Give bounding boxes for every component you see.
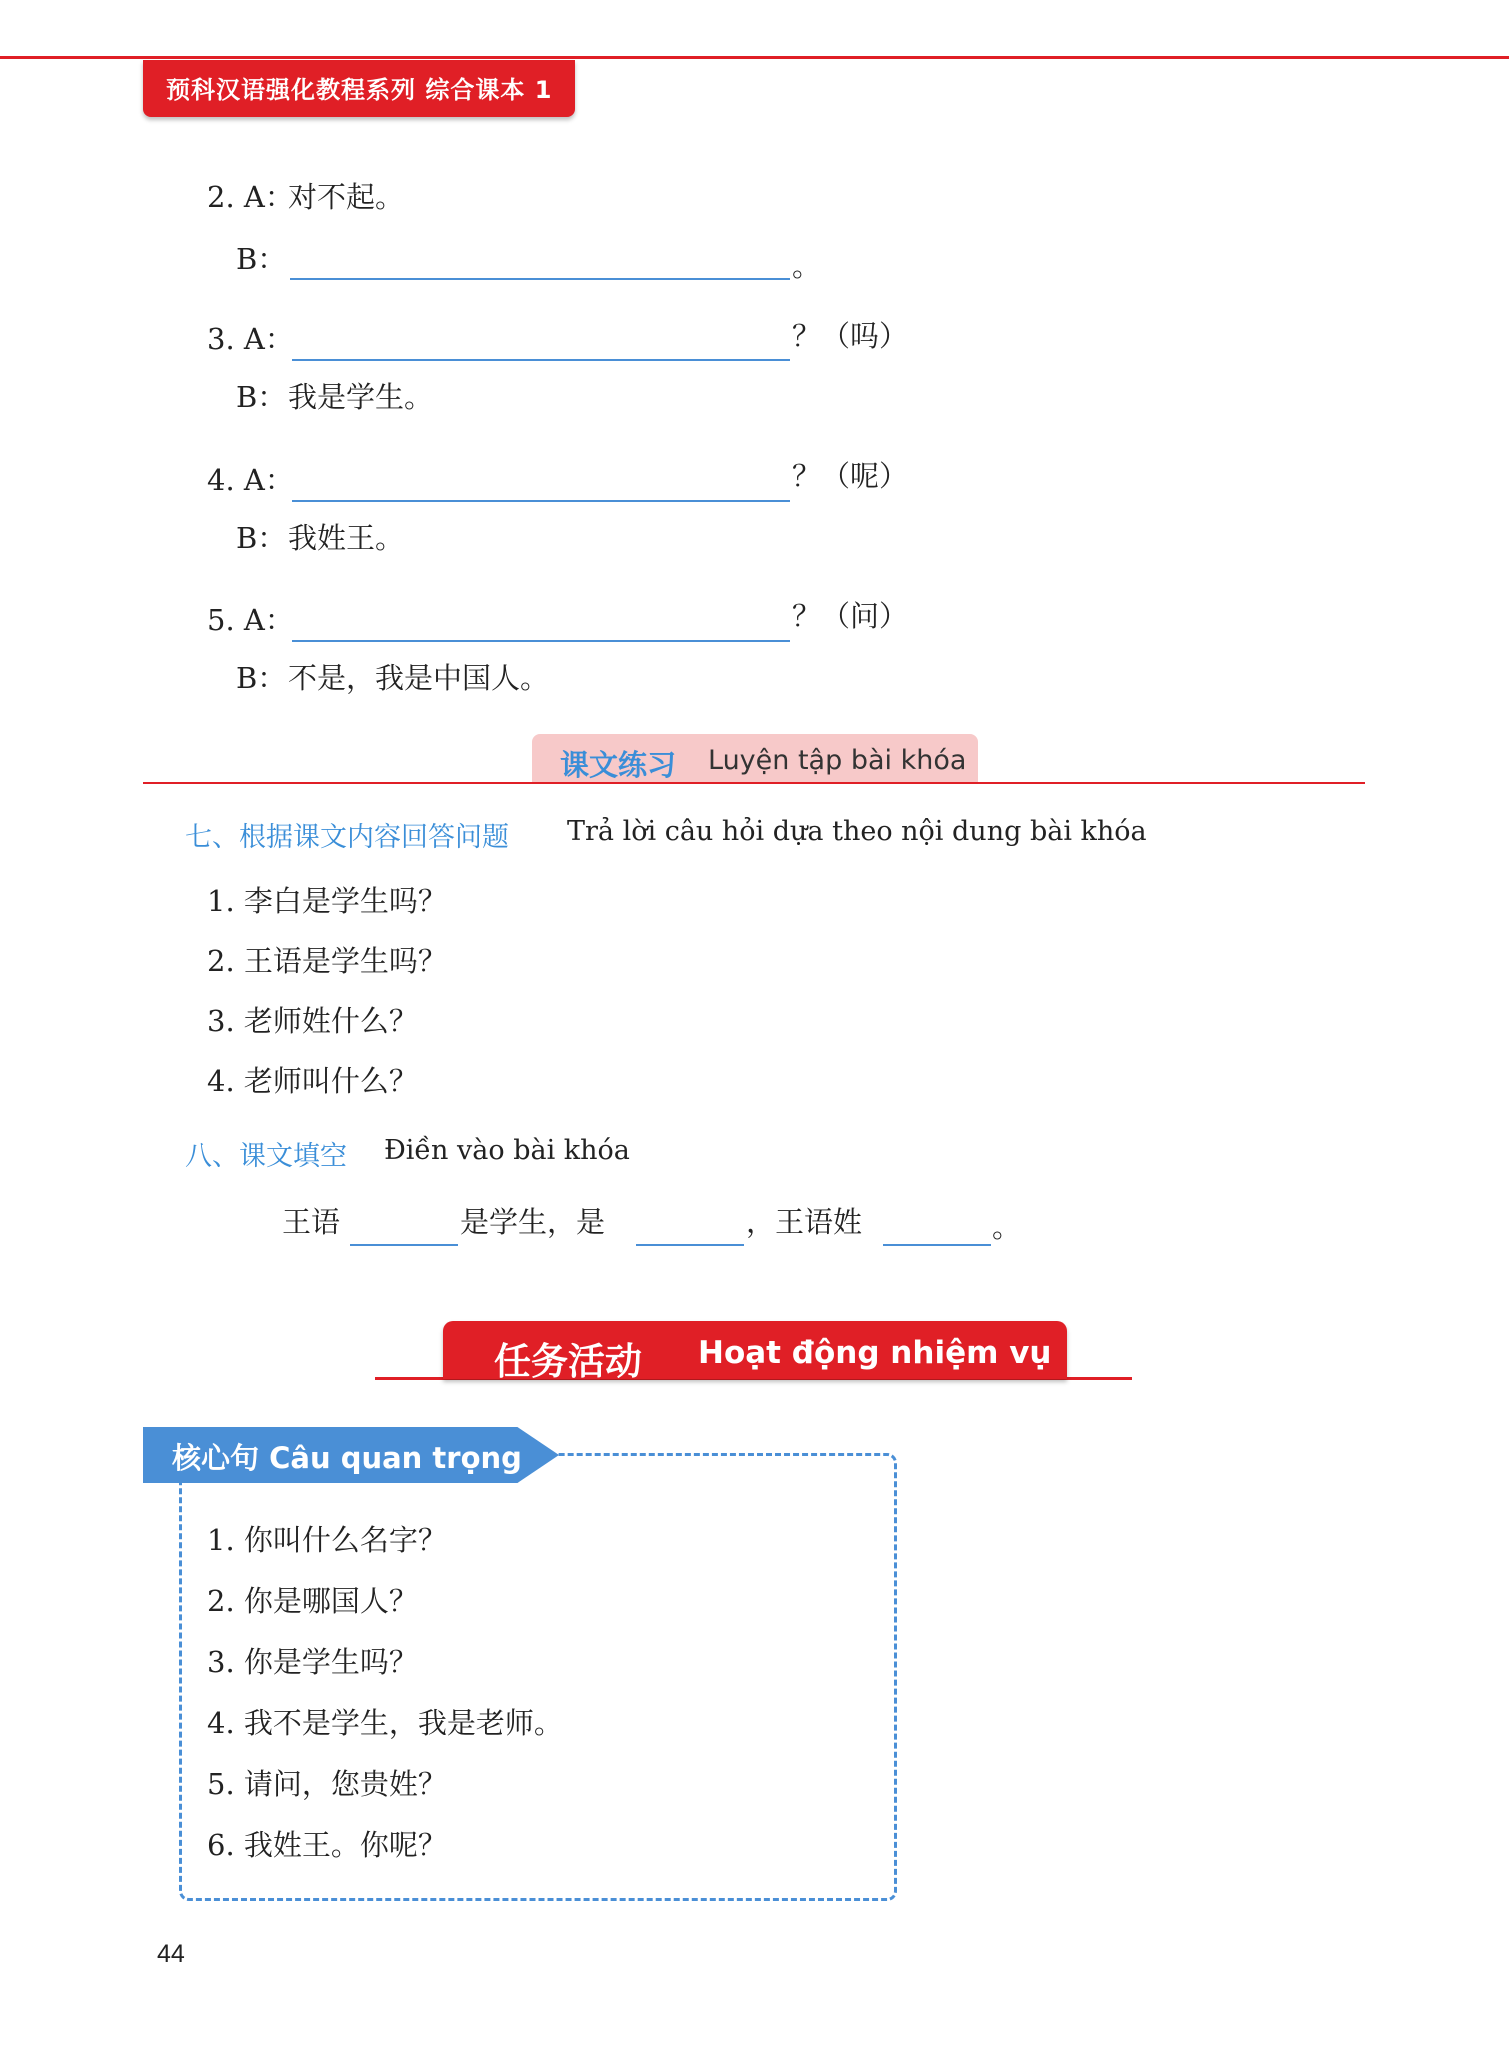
exercise-7-item: 2. 王语是学生吗？ xyxy=(207,944,447,978)
exercise-7-title-vi: Trả lời câu hỏi dựa theo nội dung bài khóa xyxy=(567,816,1147,847)
task-title-vi: Hoạt động nhiệm vụ xyxy=(698,1335,1052,1371)
fill-blank-1[interactable] xyxy=(350,1244,458,1246)
dialogue-4-a-label: 4. A： xyxy=(207,463,294,497)
dialogue-3-a-label: 3. A： xyxy=(207,322,294,356)
exercise-7-title-zh: 七、根据课文内容回答问题 xyxy=(185,822,509,853)
dialogue-2-a-label: 2. A： xyxy=(207,180,294,214)
fill-blank-2[interactable] xyxy=(636,1244,744,1246)
core-sentence: 3. 你是学生吗？ xyxy=(207,1645,418,1679)
dialogue-5-a-label: 5. A： xyxy=(207,603,294,637)
dialogue-2-b-end: 。 xyxy=(792,249,822,283)
dialogue-4-b-label: B： xyxy=(236,521,287,555)
dialogue-3-b-text: 我是学生。 xyxy=(288,380,434,414)
dialogue-2-b-blank[interactable] xyxy=(290,278,790,280)
dialogue-2-b-label: B： xyxy=(236,242,287,276)
dialogue-5-b-text: 不是，我是中国人。 xyxy=(288,661,550,695)
header-rule xyxy=(0,56,1509,59)
subsection-title-zh: 课文练习 xyxy=(560,748,677,782)
core-sentences-title: 核心句 Câu quan trọng xyxy=(172,1441,522,1475)
dialogue-5-a-blank[interactable] xyxy=(292,640,790,642)
dialogue-5-a-end: ？（问） xyxy=(792,599,909,633)
exercise-7-item: 4. 老师叫什么？ xyxy=(207,1064,418,1098)
subsection-rule xyxy=(143,782,1365,784)
dialogue-3-a-end: ？（吗） xyxy=(792,319,909,353)
fill-blank-3[interactable] xyxy=(883,1244,991,1246)
dialogue-4-a-end: ？（呢） xyxy=(792,459,909,493)
core-sentence: 2. 你是哪国人？ xyxy=(207,1584,418,1618)
fill-segment-3: ，王语姓 xyxy=(746,1205,863,1239)
dialogue-4-a-blank[interactable] xyxy=(292,500,790,502)
exercise-8-title-vi: Điền vào bài khóa xyxy=(384,1135,630,1166)
dialogue-4-b-text: 我姓王。 xyxy=(288,521,405,555)
core-sentence: 4. 我不是学生，我是老师。 xyxy=(207,1706,563,1740)
series-title: 预科汉语强化教程系列 综合课本 1 xyxy=(166,76,553,104)
exercise-7-item: 3. 老师姓什么？ xyxy=(207,1004,418,1038)
subsection-title-vi: Luyện tập bài khóa xyxy=(708,745,967,776)
dialogue-3-b-label: B： xyxy=(236,380,287,414)
fill-segment-4: 。 xyxy=(992,1210,1022,1244)
task-title-zh: 任务活动 xyxy=(494,1340,642,1383)
dialogue-5-b-label: B： xyxy=(236,661,287,695)
page-number: 44 xyxy=(157,1940,185,1968)
fill-segment-1: 王语 xyxy=(282,1205,341,1239)
exercise-8-title-zh: 八、课文填空 xyxy=(185,1141,347,1172)
core-sentence: 1. 你叫什么名字？ xyxy=(207,1523,447,1557)
dialogue-3-a-blank[interactable] xyxy=(292,359,790,361)
fill-segment-2: 是学生，是 xyxy=(460,1205,606,1239)
exercise-7-item: 1. 李白是学生吗？ xyxy=(207,884,447,918)
core-sentence: 5. 请问，您贵姓？ xyxy=(207,1767,447,1801)
core-sentence: 6. 我姓王。你呢？ xyxy=(207,1828,447,1862)
dialogue-2-a-text: 对不起。 xyxy=(288,180,405,214)
